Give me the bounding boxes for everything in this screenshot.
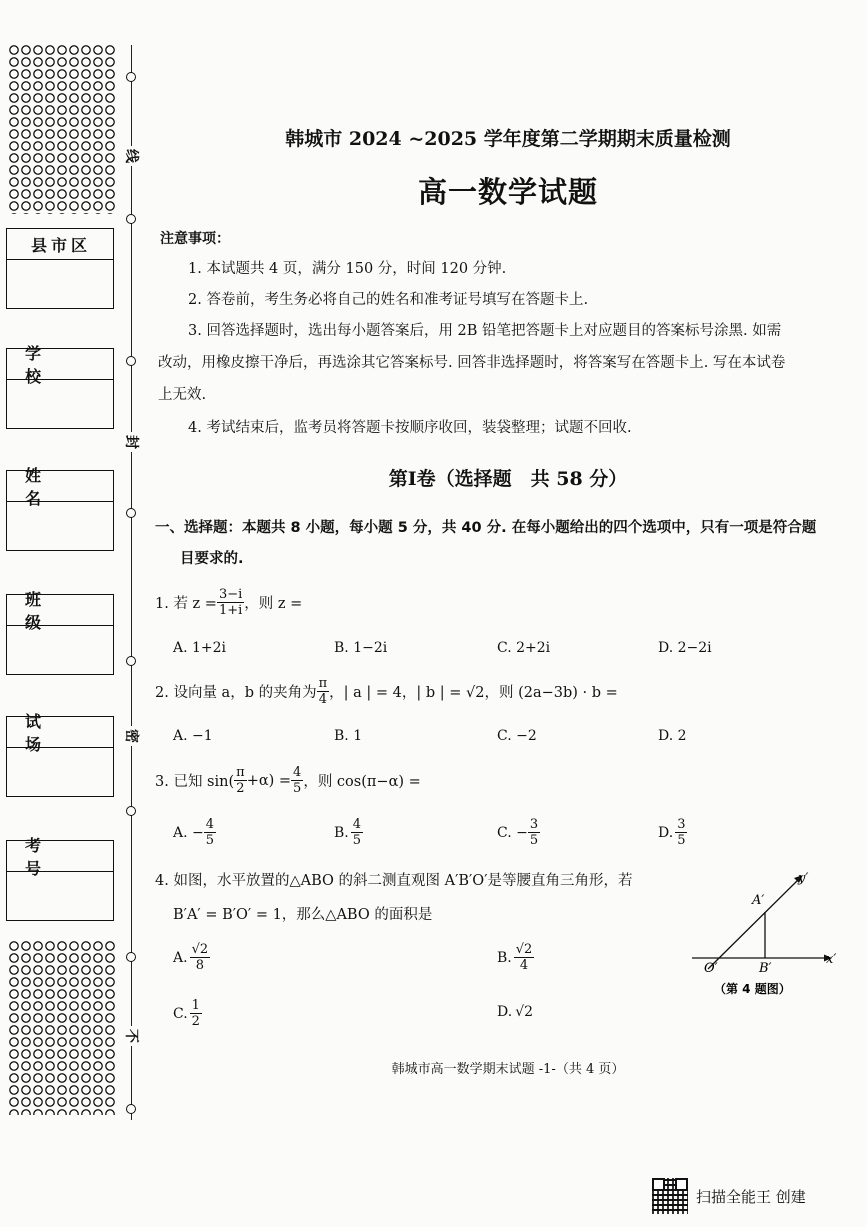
binding-circle	[126, 1104, 136, 1114]
figure-caption: （第 4 题图）	[714, 982, 791, 996]
binding-circle	[126, 656, 136, 666]
info-box-fill-area[interactable]	[7, 748, 113, 796]
section-title: 第Ⅰ卷（选择题 共 58 分）	[388, 468, 628, 490]
option-c[interactable]: C. $\frac{1}{2}$	[173, 998, 200, 1029]
info-box-fill-area[interactable]	[7, 626, 113, 674]
exam-title: 高一数学试题	[417, 175, 598, 209]
info-box-name	[6, 466, 114, 551]
binding-circle	[126, 952, 136, 962]
info-box-exam-room	[6, 712, 114, 797]
info-box-class	[6, 590, 114, 675]
option-b[interactable]: B. $\frac{√2}{4}$	[497, 942, 533, 973]
option-d[interactable]: D. 2−2i	[658, 640, 712, 656]
info-box-fill-area[interactable]	[7, 260, 113, 308]
qr-code-icon	[652, 1178, 688, 1214]
page-footer: 韩城市高一数学期末试题 -1-（共 4 页）	[391, 1062, 625, 1077]
decorative-dot-pattern-bottom	[8, 940, 116, 1115]
info-box-label: 姓名	[7, 471, 113, 502]
label-o: O′	[704, 961, 718, 976]
label-b: B′	[759, 961, 772, 976]
question-3: 3. 已知 sin( $\frac{\pi}{2}$ +α) = $\frac{4}{5}$ ，则 cos(π−α) =	[155, 765, 421, 796]
notice-item: 上无效.	[158, 387, 207, 403]
decorative-dot-pattern-top	[8, 44, 116, 214]
option-c[interactable]: C. 2+2i	[497, 640, 551, 656]
y-axis	[708, 878, 800, 969]
info-box-fill-area[interactable]	[7, 502, 113, 550]
label-x: x′	[826, 952, 837, 967]
option-c[interactable]: C. − $\frac{3}{5}$	[497, 817, 539, 848]
info-box-label: 学校	[7, 349, 113, 380]
option-b[interactable]: B. 1−2i	[334, 640, 388, 656]
info-box-label: 试场	[7, 717, 113, 748]
option-d[interactable]: D. √2	[497, 1004, 534, 1020]
fraction: $\frac{4}{5}$	[293, 765, 302, 796]
question-1: 1. 若 z = $\frac{3-i}{1+i}$ ，则 z =	[155, 587, 303, 618]
section-instructions: 一、选择题：本题共 8 小题，每小题 5 分，共 40 分. 在每小题给出的四个选项中，只有一项是符合题 目要求的.	[155, 520, 817, 567]
label-a: A′	[752, 893, 765, 908]
binding-char-feng: 封	[122, 432, 142, 452]
info-box-school	[6, 344, 114, 429]
binding-circle	[126, 356, 136, 366]
info-box-label: 考号	[7, 841, 113, 872]
fraction: $\frac{\pi}{4}$	[318, 676, 328, 707]
option-d[interactable]: D. 2	[658, 728, 687, 744]
figure-oblique-projection	[686, 862, 846, 1002]
scanner-watermark: 扫描全能王 创建	[652, 1178, 806, 1214]
notice-item: 4. 考试结束后，监考员将答题卡按顺序收回，装袋整理；试题不回收.	[188, 420, 632, 436]
binding-circle	[126, 72, 136, 82]
fraction: $\frac{\pi}{2}$	[236, 765, 245, 796]
option-b[interactable]: B. 1	[334, 728, 363, 744]
option-a[interactable]: A. − $\frac{4}{5}$	[173, 817, 215, 848]
question-2: 2. 设向量 a，b 的夹角为 $\frac{\pi}{4}$ ，| a | = 4，| b | = √2，则 (2a−3b) · b =	[155, 676, 618, 707]
binding-char-bu: 不	[122, 1026, 142, 1046]
notice-item: 3. 回答选择题时，选出每小题答案后，用 2B 铅笔把答题卡上对应题目的答案标号涂黑. 如需	[188, 323, 782, 339]
fraction: $\frac{3-i}{1+i}$	[218, 587, 243, 618]
notice-item: 改动，用橡皮擦干净后，再选涂其它答案标号. 回答非选择题时，将答案写在答题卡上. 写在本试卷	[158, 355, 786, 371]
option-b[interactable]: B. $\frac{4}{5}$	[334, 817, 362, 848]
binding-circle	[126, 214, 136, 224]
info-box-label: 县市区	[7, 229, 113, 260]
info-box-fill-area[interactable]	[7, 872, 113, 920]
notice-heading: 注意事项：	[160, 231, 230, 247]
option-a[interactable]: A. 1+2i	[173, 640, 227, 656]
binding-char-xian: 线	[122, 146, 142, 166]
notice-item: 2. 答卷前，考生务必将自己的姓名和准考证号填写在答题卡上.	[188, 292, 589, 308]
question-4-line-2: B′A′ = B′O′ = 1，那么△ABO 的面积是	[173, 907, 433, 923]
notice-item: 1. 本试题共 4 页，满分 150 分，时间 120 分钟.	[188, 261, 507, 277]
info-box-fill-area[interactable]	[7, 380, 113, 428]
option-a[interactable]: A. $\frac{√2}{8}$	[173, 942, 209, 973]
label-y: y′	[798, 871, 809, 886]
binding-circle	[126, 508, 136, 518]
option-c[interactable]: C. −2	[497, 728, 537, 744]
binding-circle	[126, 806, 136, 816]
info-box-label: 班级	[7, 595, 113, 626]
exam-subtitle: 韩城市 2024 ~2025 学年度第二学期期末质量检测	[285, 128, 731, 150]
option-d[interactable]: D. $\frac{3}{5}$	[658, 817, 686, 848]
binding-char-mi: 密	[122, 726, 142, 746]
option-a[interactable]: A. −1	[173, 728, 213, 744]
info-box-county	[6, 228, 114, 309]
question-4-line-1: 4. 如图，水平放置的△ABO 的斜二测直观图 A′B′O′是等腰直角三角形，若	[155, 873, 633, 889]
info-box-exam-number	[6, 836, 114, 921]
